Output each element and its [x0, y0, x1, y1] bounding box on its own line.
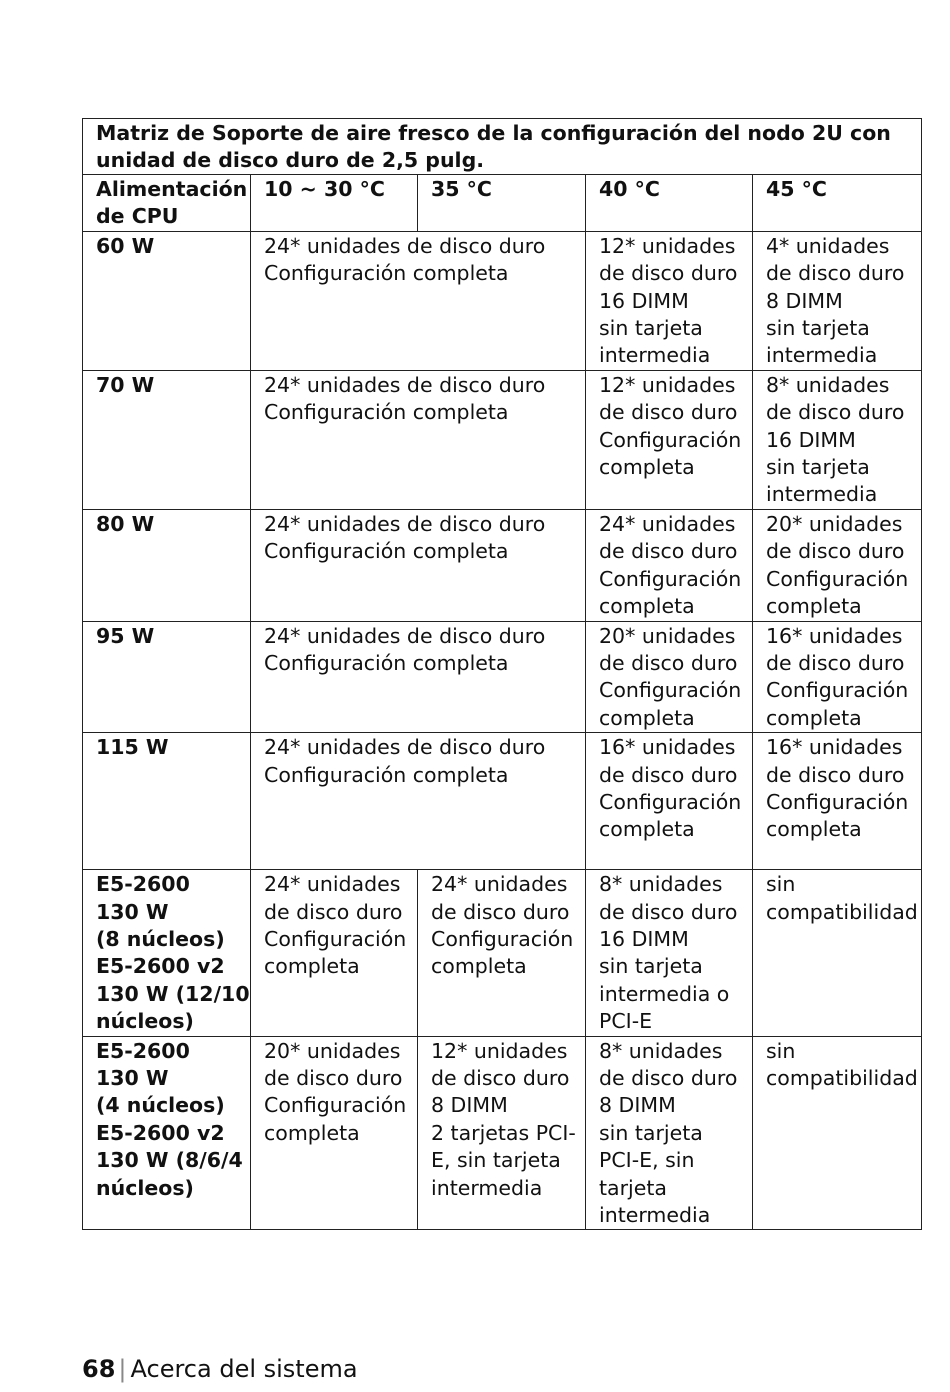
cell-line: 4* unidades — [766, 233, 890, 258]
cell-line: 130 W — [96, 899, 169, 924]
cell-45c — [753, 370, 922, 509]
cell-line: de disco duro — [766, 261, 905, 286]
cell-10-30c — [251, 870, 418, 1036]
cell-line: sin — [766, 1038, 796, 1063]
cell-line: 20* unidades — [264, 1038, 401, 1063]
cell-line: de disco duro — [599, 1065, 738, 1090]
page-footer — [82, 1354, 358, 1384]
cell-line: completa — [264, 1120, 360, 1145]
cell-line: intermedia — [599, 1203, 711, 1227]
cell-line: compatibilidad — [766, 1065, 918, 1090]
merged-10-35c-cell — [251, 621, 586, 733]
cell-line: Configuración completa — [264, 261, 509, 286]
cell-35c — [418, 870, 586, 1036]
cell-40c — [586, 231, 753, 370]
header-45c: 45 °C — [753, 175, 922, 232]
header-40c: 40 °C — [586, 175, 753, 232]
cell-line: 20* unidades — [599, 623, 736, 648]
cell-line: 8 DIMM — [431, 1093, 508, 1118]
cell-line: 24* unidades — [599, 511, 736, 536]
footer-separator: | — [118, 1355, 127, 1383]
cell-line: de disco duro — [264, 1065, 403, 1090]
cell-line: intermedia — [599, 343, 711, 368]
cell-line: (8 núcleos) — [96, 926, 225, 951]
merged-10-35c-cell — [251, 370, 586, 509]
header-35c: 35 °C — [418, 175, 586, 232]
section-title: Acerca del sistema — [130, 1355, 358, 1383]
cell-line: Configuración — [766, 566, 909, 591]
cell-line: de disco duro — [431, 1065, 570, 1090]
cell-line: 12* unidades — [599, 233, 736, 258]
cell-line: de disco duro — [766, 539, 905, 564]
cell-line: Configuración — [766, 789, 909, 814]
cell-line: 130 W (8/6/4 — [96, 1148, 243, 1173]
cell-line: 24* unidades de disco duro — [264, 623, 546, 648]
cell-line: de disco duro — [599, 650, 738, 675]
cell-line: de disco duro — [431, 899, 570, 924]
cell-line: intermedia — [766, 343, 878, 368]
cell-line: 16 DIMM — [766, 427, 856, 452]
cell-line: Configuración completa — [264, 762, 509, 787]
cell-line: de disco duro — [766, 650, 905, 675]
cell-40c — [586, 370, 753, 509]
cell-40c — [586, 509, 753, 621]
cell-45c — [753, 509, 922, 621]
cell-line: PCI-E, sin — [599, 1148, 695, 1173]
cell-line: de disco duro — [264, 899, 403, 924]
cell-line: E5-2600 v2 — [96, 954, 225, 979]
cell-line: de disco duro — [766, 762, 905, 787]
cell-line: Configuración — [264, 926, 407, 951]
cell-line: 12* unidades — [431, 1038, 568, 1063]
cell-line: Configuración — [599, 789, 742, 814]
table-row — [83, 870, 922, 1036]
header-row — [83, 175, 922, 232]
merged-10-35c-cell — [251, 231, 586, 370]
cell-line: de disco duro — [599, 539, 738, 564]
cell-line: núcleos) — [96, 1009, 194, 1034]
cell-line: completa — [599, 455, 695, 480]
header-cpu-power: Alimentación de CPU — [83, 175, 251, 232]
cell-line: 24* unidades de disco duro — [264, 372, 546, 397]
cpu-power-cell — [83, 1036, 251, 1230]
header-10-30c: 10 ~ 30 °C — [251, 175, 418, 232]
cell-line: sin tarjeta — [599, 1120, 703, 1145]
cell-line: de disco duro — [599, 400, 738, 425]
cell-line: 130 W (12/10 — [96, 981, 250, 1006]
cell-line: 80 W — [96, 511, 155, 536]
cell-line: 24* unidades de disco duro — [264, 735, 546, 760]
air-support-matrix-table — [82, 118, 922, 1230]
cell-line: 16* unidades — [766, 735, 903, 760]
cell-line: 16 DIMM — [599, 926, 689, 951]
cpu-power-cell — [83, 370, 251, 509]
cell-line: intermedia — [431, 1175, 543, 1200]
cell-line: 8* unidades — [599, 1038, 723, 1063]
cell-line: 130 W — [96, 1065, 169, 1090]
cell-line: Configuración — [599, 678, 742, 703]
cell-line: Configuración completa — [264, 650, 509, 675]
cell-line: Configuración — [264, 1093, 407, 1118]
cell-line: 24* unidades — [264, 872, 401, 897]
cell-line: 8 DIMM — [766, 288, 843, 313]
cell-line: sin tarjeta — [599, 954, 703, 979]
table-title: Matriz de Soporte de aire fresco de la configuración del nodo 2U con unidad de disco duro de 2,5 pulg. — [83, 119, 922, 175]
cell-line: completa — [599, 705, 695, 730]
cell-line: intermedia — [766, 482, 878, 507]
cell-line: 2 tarjetas PCI- — [431, 1120, 576, 1145]
table-row — [83, 1036, 922, 1230]
cell-line: E, sin tarjeta — [431, 1148, 561, 1173]
cell-line: 115 W — [96, 735, 169, 760]
cell-line: 16* unidades — [766, 623, 903, 648]
merged-10-35c-cell — [251, 733, 586, 870]
cell-35c — [418, 1036, 586, 1230]
cell-line: de disco duro — [766, 400, 905, 425]
merged-10-35c-cell — [251, 509, 586, 621]
cell-line: sin — [766, 872, 796, 897]
table-row — [83, 621, 922, 733]
cell-line: sin tarjeta — [599, 316, 703, 341]
cell-line: Configuración — [599, 427, 742, 452]
cell-line: 8* unidades — [766, 372, 890, 397]
cell-line: completa — [431, 954, 527, 979]
table-row — [83, 733, 922, 870]
cpu-power-cell — [83, 870, 251, 1036]
table-row — [83, 509, 922, 621]
cell-line: Configuración — [431, 926, 574, 951]
cell-line: E5-2600 — [96, 1038, 190, 1063]
title-row — [83, 119, 922, 175]
cell-line: 70 W — [96, 372, 155, 397]
cell-line: completa — [766, 705, 862, 730]
cell-45c — [753, 733, 922, 870]
cpu-power-cell — [83, 621, 251, 733]
cell-45c — [753, 870, 922, 1036]
cell-line: de disco duro — [599, 261, 738, 286]
cell-line: 16 DIMM — [599, 288, 689, 313]
cell-line: Configuración — [599, 566, 742, 591]
cell-line: 16* unidades — [599, 735, 736, 760]
cell-40c — [586, 733, 753, 870]
cell-line: 24* unidades de disco duro — [264, 233, 546, 258]
cell-line: completa — [599, 594, 695, 619]
cell-line: completa — [264, 954, 360, 979]
cell-line: 24* unidades de disco duro — [264, 511, 546, 536]
cell-line: sin tarjeta — [766, 455, 870, 480]
cell-45c — [753, 621, 922, 733]
cell-40c — [586, 870, 753, 1036]
cell-line: tarjeta — [599, 1175, 667, 1200]
cell-line: completa — [599, 817, 695, 842]
cell-line: completa — [766, 817, 862, 842]
table-row — [83, 231, 922, 370]
cell-line: PCI-E — [599, 1009, 653, 1034]
cell-line: E5-2600 — [96, 872, 190, 897]
cpu-power-cell — [83, 231, 251, 370]
cell-40c — [586, 621, 753, 733]
cell-line: 95 W — [96, 623, 155, 648]
cell-line: sin tarjeta — [766, 316, 870, 341]
cell-line: de disco duro — [599, 899, 738, 924]
cell-line: Configuración — [766, 678, 909, 703]
cell-line: E5-2600 v2 — [96, 1120, 225, 1145]
cell-line: de disco duro — [599, 762, 738, 787]
cell-line: 60 W — [96, 233, 155, 258]
table-row — [83, 370, 922, 509]
cell-45c — [753, 231, 922, 370]
cell-line: 20* unidades — [766, 511, 903, 536]
cell-10-30c — [251, 1036, 418, 1230]
cell-line: compatibilidad — [766, 899, 918, 924]
cell-line: Configuración completa — [264, 539, 509, 564]
cell-line: (4 núcleos) — [96, 1093, 225, 1118]
cell-line: 24* unidades — [431, 872, 568, 897]
cell-40c — [586, 1036, 753, 1230]
cpu-power-cell — [83, 509, 251, 621]
cell-45c — [753, 1036, 922, 1230]
cell-line: Configuración completa — [264, 400, 509, 425]
cell-line: completa — [766, 594, 862, 619]
cell-line: núcleos) — [96, 1175, 194, 1200]
page-number: 68 — [82, 1355, 116, 1383]
cell-line: 8 DIMM — [599, 1093, 676, 1118]
cell-line: 12* unidades — [599, 372, 736, 397]
cell-line: intermedia o — [599, 981, 730, 1006]
cpu-power-cell — [83, 733, 251, 870]
cell-line: 8* unidades — [599, 872, 723, 897]
